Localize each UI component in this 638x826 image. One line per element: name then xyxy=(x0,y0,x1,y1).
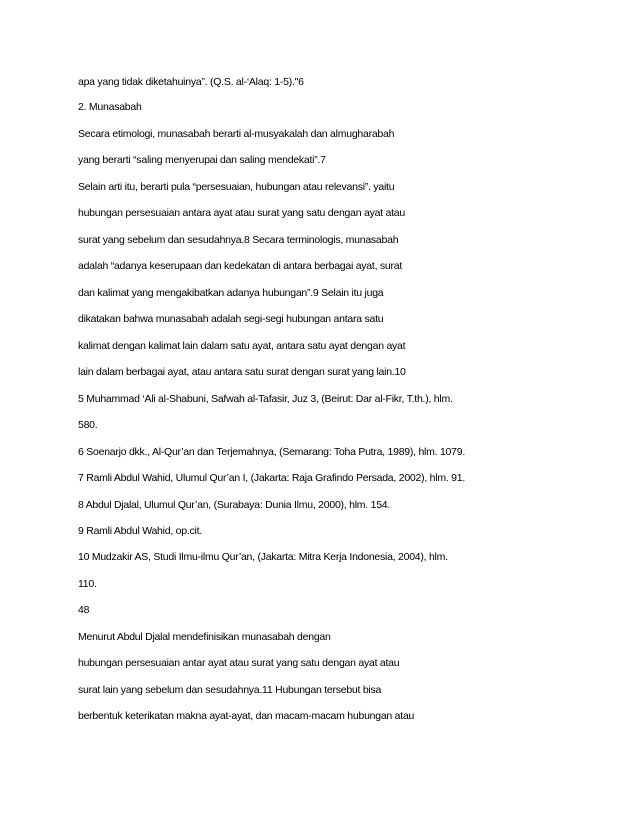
text-line-24: surat lain yang sebelum dan sesudahnya.11 Hubungan tersebut bisa xyxy=(78,684,382,696)
text-line-10: dikatakan bahwa munasabah adalah segi-segi hubungan antara satu xyxy=(78,313,384,325)
footnote-7: 7 Ramli Abdul Wahid, Ulumul Qur’an I, (Jakarta: Raja Grafindo Persada, 2002), hlm. 91. xyxy=(78,472,466,484)
text-line-6: hubungan persesuaian antara ayat atau surat yang satu dengan ayat atau xyxy=(78,207,405,219)
text-line-3: Secara etimologi, munasabah berarti al-musyakalah dan almugharabah xyxy=(78,128,395,140)
footnote-10: 10 Mudzakir AS, Studi Ilmu-ilmu Qur’an, (Jakarta: Mitra Kerja Indonesia, 2004), hlm. xyxy=(78,551,448,563)
text-line-4: yang berarti “saling menyerupai dan saling mendekati”.7 xyxy=(78,154,326,166)
footnote-9: 9 Ramli Abdul Wahid, op.cit. xyxy=(78,525,202,537)
text-line-9: dan kalimat yang mengakibatkan adanya hubungan”.9 Selain itu juga xyxy=(78,287,384,299)
text-line-5: Selain arti itu, berarti pula “persesuaian, hubungan atau relevansi”. yaitu xyxy=(78,181,395,193)
text-line-8: adalah “adanya keserupaan dan kedekatan di antara berbagai ayat, surat xyxy=(78,260,402,272)
footnote-5: 5 Muhammad ‘Ali al-Shabuni, Safwah al-Tafasir, Juz 3, (Beirut: Dar al-Fikr, T.th.), hlm. xyxy=(78,393,453,405)
page-number: 48 xyxy=(78,604,90,616)
text-line-12: lain dalam berbagai ayat, atau antara satu surat dengan surat yang lain.10 xyxy=(78,366,406,378)
text-line-7: surat yang sebelum dan sesudahnya.8 Secara terminologis, munasabah xyxy=(78,234,399,246)
text-line-1: apa yang tidak diketahuinya”. (Q.S. al-‘Alaq: 1-5)."6 xyxy=(78,76,304,88)
text-line-25: berbentuk keterikatan makna ayat-ayat, dan macam-macam hubungan atau xyxy=(78,710,415,722)
footnote-10-cont: 110. xyxy=(78,578,97,590)
text-line-11: kalimat dengan kalimat lain dalam satu ayat, antara satu ayat dengan ayat xyxy=(78,340,406,352)
text-line-22: Menurut Abdul Djalal mendefinisikan munasabah dengan xyxy=(78,631,331,643)
footnote-6: 6 Soenarjo dkk., Al-Qur’an dan Terjemahnya, (Semarang: Toha Putra, 1989), hlm. 1079. xyxy=(78,446,465,458)
footnote-8: 8 Abdul Djalal, Ulumul Qur’an, (Surabaya: Dunia Ilmu, 2000), hlm. 154. xyxy=(78,499,391,511)
section-heading-munasabah: 2. Munasabah xyxy=(78,101,142,113)
text-line-23: hubungan persesuaian antar ayat atau surat yang satu dengan ayat atau xyxy=(78,657,400,669)
footnote-5-cont: 580. xyxy=(78,419,98,431)
